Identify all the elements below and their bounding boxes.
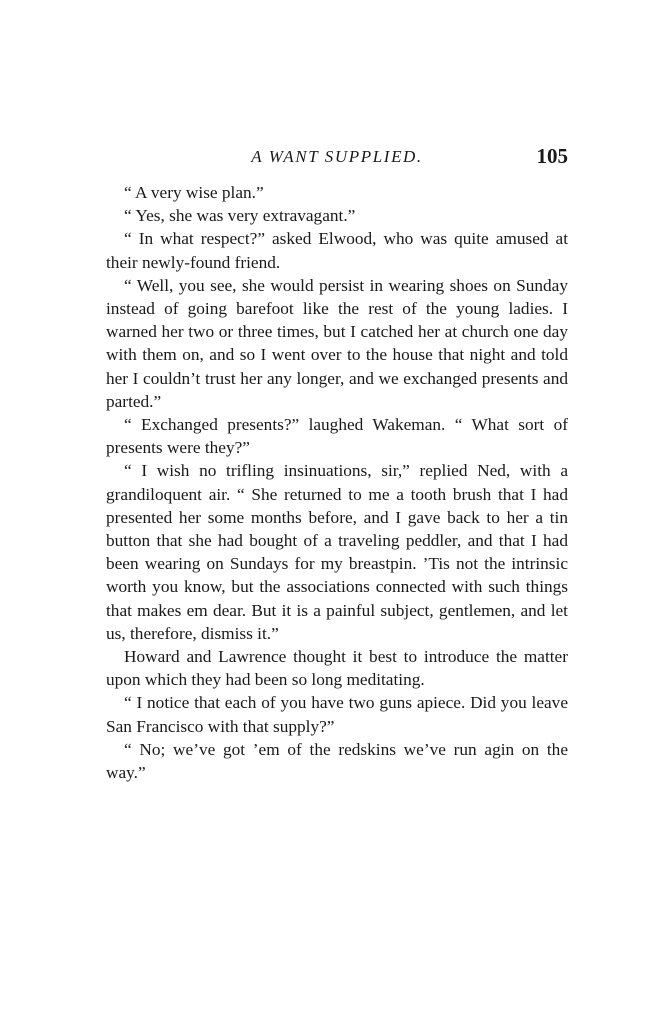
running-title: A WANT SUPPLIED. — [251, 147, 423, 166]
body-text — [106, 181, 568, 784]
paragraph: “ No; we’ve got ’em of the redskins we’ve run agin on the way.” — [106, 739, 568, 783]
paragraph: “ Exchanged presents?” laughed Wakeman. “ What sort of presents were they?” — [106, 415, 568, 458]
paragraph: “ A very wise plan.” — [124, 183, 264, 202]
running-header — [106, 144, 568, 170]
paragraph: “ I notice that each of you have two guns apiece. Did you leave San Francisco with that supply?” — [106, 693, 568, 736]
paragraph: “ In what respect?” asked Elwood, who was quite amused at their newly-found friend. — [106, 229, 568, 272]
paragraph: “ Well, you see, she would persist in wearing shoes on Sunday instead of going barefoot like the rest of the young ladies. I warned her two or three times, but I catched her at church one day with them on, and so I went over to the house that night and told her I couldn’t trust her any longer, and we exchanged presents and parted.” — [106, 275, 568, 411]
paragraph: “ Yes, she was very extravagant.” — [124, 206, 356, 226]
page-number: 105 — [536, 144, 568, 168]
paragraph: “ I wish no trifling insinuations, sir,” replied Ned, with a grandiloquent air. “ She returned to me a tooth brush that I had presented her some months before, and I gave back to her a tin button that she had bought of a traveling peddler, and that I had been wearing on Sundays for my breastpin. ’Tis not the intrinsic worth you know, but the associations connected with such things that makes em dear. But it is a painful subject, gentlemen, and let us, therefore, dismiss it.” — [106, 461, 568, 643]
paragraph: Howard and Lawrence thought it best to introduce the matter upon which they had been so long meditating. — [106, 647, 568, 690]
